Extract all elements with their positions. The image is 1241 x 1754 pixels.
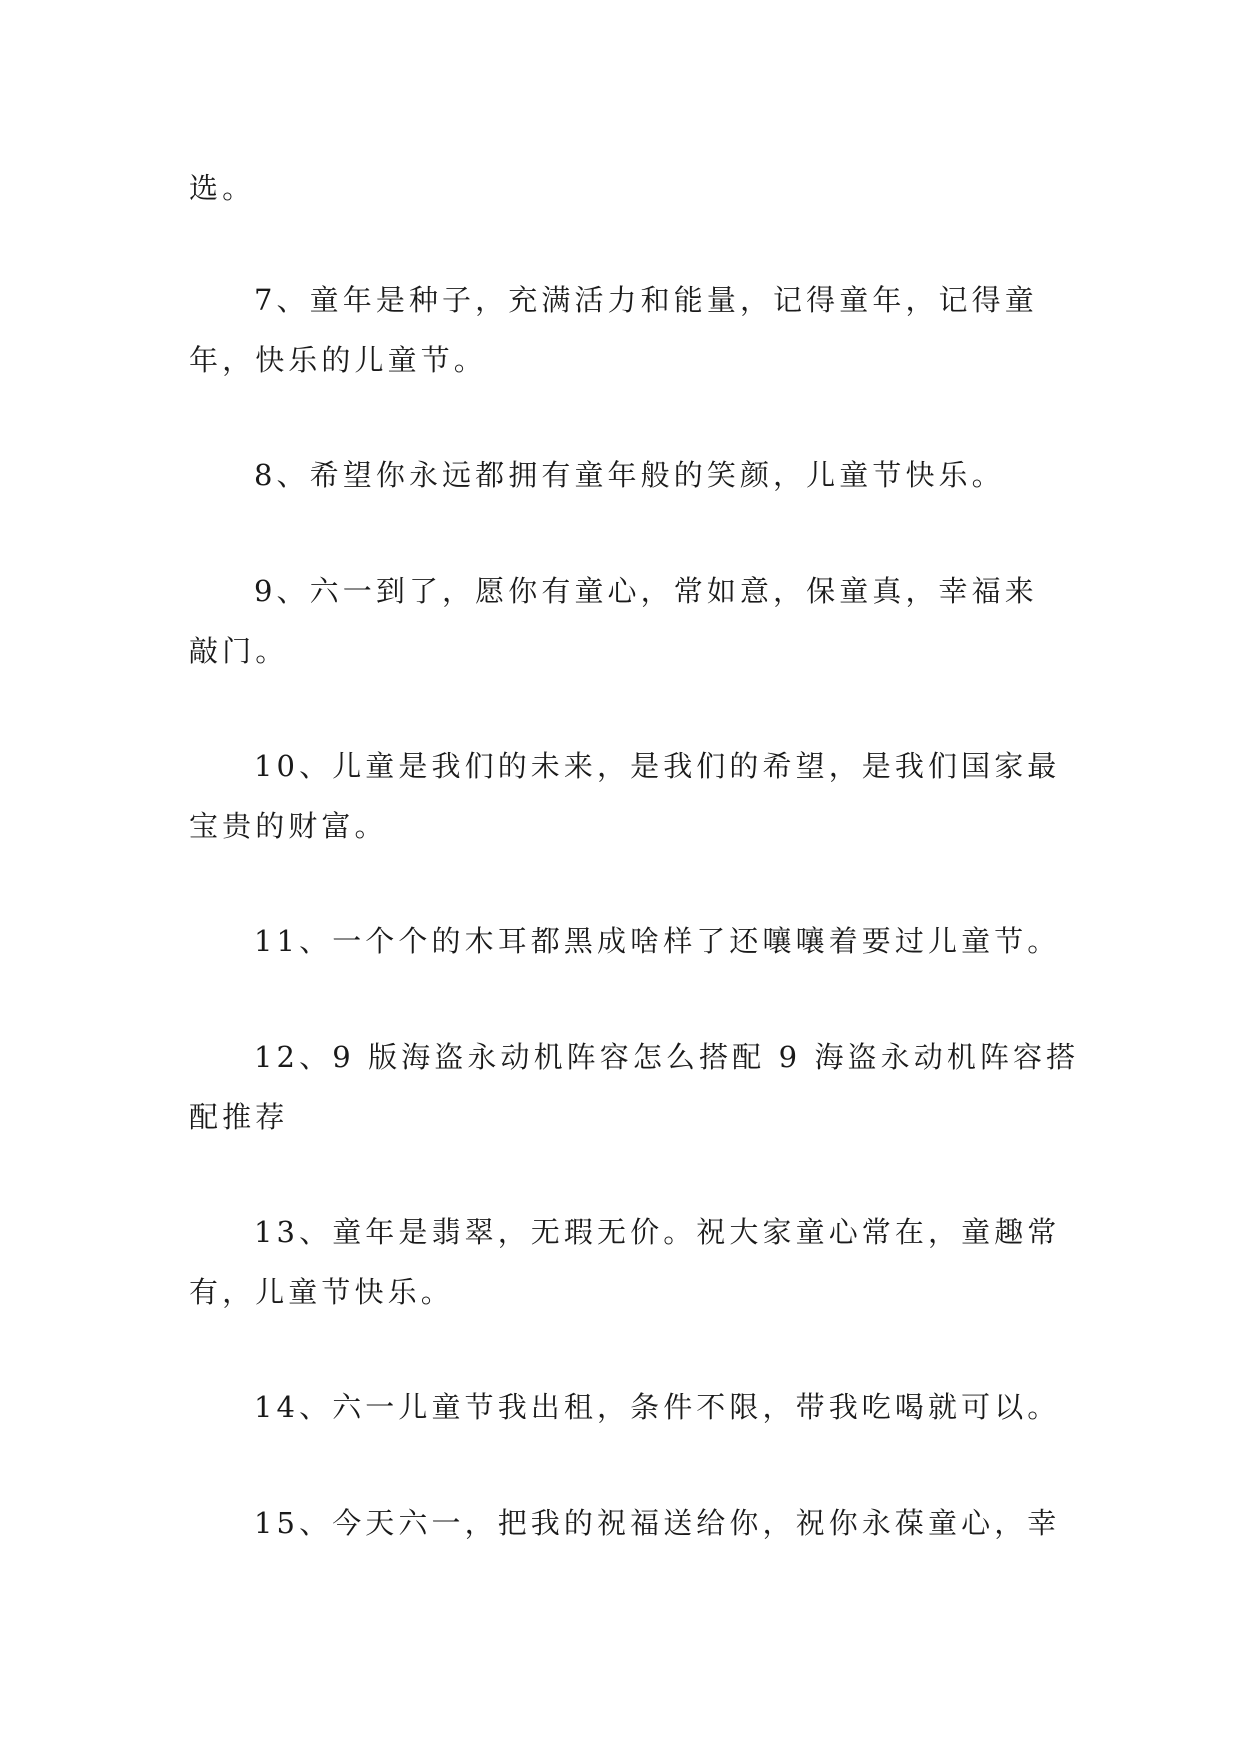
text-line: 10、儿童是我们的未来，是我们的希望，是我们国家最	[254, 749, 1061, 783]
text-line: 12、9 版海盗永动机阵容怎么搭配 9 海盗永动机阵容搭	[254, 1040, 1080, 1074]
text-line: 7、童年是种子，充满活力和能量，记得童年，记得童	[254, 283, 1038, 317]
text-line: 14、六一儿童节我出租，条件不限，带我吃喝就可以。	[254, 1390, 1061, 1424]
text-line: 8、希望你永远都拥有童年般的笑颜，儿童节快乐。	[254, 458, 1005, 492]
text-line: 宝贵的财富。	[189, 809, 388, 843]
text-line: 年，快乐的儿童节。	[189, 343, 487, 377]
text-line: 选。	[189, 171, 256, 205]
text-line: 11、一个个的木耳都黑成啥样了还嚷嚷着要过儿童节。	[254, 924, 1061, 958]
text-line: 配推荐	[189, 1100, 289, 1134]
text-line: 有，儿童节快乐。	[189, 1275, 454, 1309]
text-line: 13、童年是翡翠，无瑕无价。祝大家童心常在，童趣常	[254, 1215, 1061, 1249]
text-line: 9、六一到了，愿你有童心，常如意，保童真，幸福来	[254, 574, 1038, 608]
text-line: 15、今天六一，把我的祝福送给你，祝你永葆童心，幸	[254, 1506, 1061, 1540]
text-line: 敲门。	[189, 634, 289, 668]
